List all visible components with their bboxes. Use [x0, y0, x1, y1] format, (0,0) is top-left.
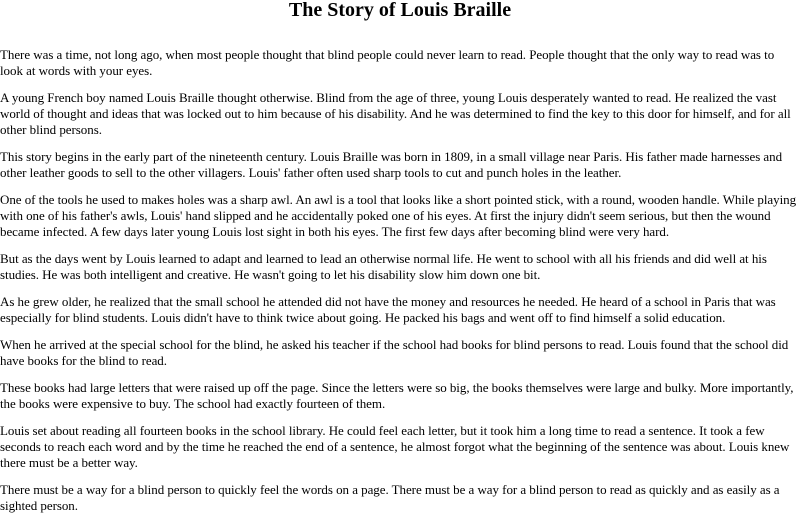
- paragraph-2: A young French boy named Louis Braille thought otherwise. Blind from the age of three, young Louis desperately wanted to read. He realized the vast world of thought and ideas that was locked out to him because of his disability. And he was determined to find the key to this door for himself, and for all other blind persons.: [0, 90, 791, 137]
- paragraph-10: There must be a way for a blind person to quickly feel the words on a page. There must be a way for a blind person to read as quickly and as easily as a sighted person.: [0, 482, 780, 513]
- paragraph-4: One of the tools he used to makes holes was a sharp awl. An awl is a tool that looks like a short pointed stick, with a round, wooden handle. While playing with one of his father's awls, Louis' hand slipped and he accidentally poked one of his eyes. At first the injury didn't seem serious, but then the wound became infected. A few days later young Louis lost sight in both his eyes. The first few days after becoming blind were very hard.: [0, 192, 797, 239]
- paragraph-9: Louis set about reading all fourteen books in the school library. He could feel each letter, but it took him a long time to read a sentence. It took a few seconds to reach each word and by the time he reached the end of a sentence, he almost forgot what the beginning of the sentence was about. Louis knew there must be a better way.: [0, 423, 790, 470]
- paragraph-8: These books had large letters that were raised up off the page. Since the letters were so big, the books themselves were large and bulky. More importantly, the books were expensive to buy. The school had exactly fourteen of them.: [0, 380, 794, 411]
- paragraph-5: But as the days went by Louis learned to adapt and learned to lead an otherwise normal life. He went to school with all his friends and did well at his studies. He was both intelligent and creative. He wasn't going to let his disability slow him down one bit.: [0, 251, 767, 282]
- paragraph-7: When he arrived at the special school for the blind, he asked his teacher if the school had books for blind persons to read. Louis found that the school did have books for the blind to read.: [0, 337, 789, 368]
- story-body: [0, 47, 800, 521]
- paragraph-3: This story begins in the early part of the nineteenth century. Louis Braille was born in 1809, in a small village near Paris. His father made harnesses and other leather goods to sell to the other villagers. Louis' father often used sharp tools to cut and punch holes in the leather.: [0, 149, 783, 180]
- paragraph-6: As he grew older, he realized that the small school he attended did not have the money and resources he needed. He heard of a school in Paris that was especially for blind students. Louis didn't have to think twice about going. He packed his bags and went off to find himself a solid education.: [0, 294, 776, 325]
- page-title: The Story of Louis Braille: [288, 0, 512, 21]
- paragraph-1: There was a time, not long ago, when most people thought that blind people could never learn to read. People thought that the only way to read was to look at words with your eyes.: [0, 47, 775, 78]
